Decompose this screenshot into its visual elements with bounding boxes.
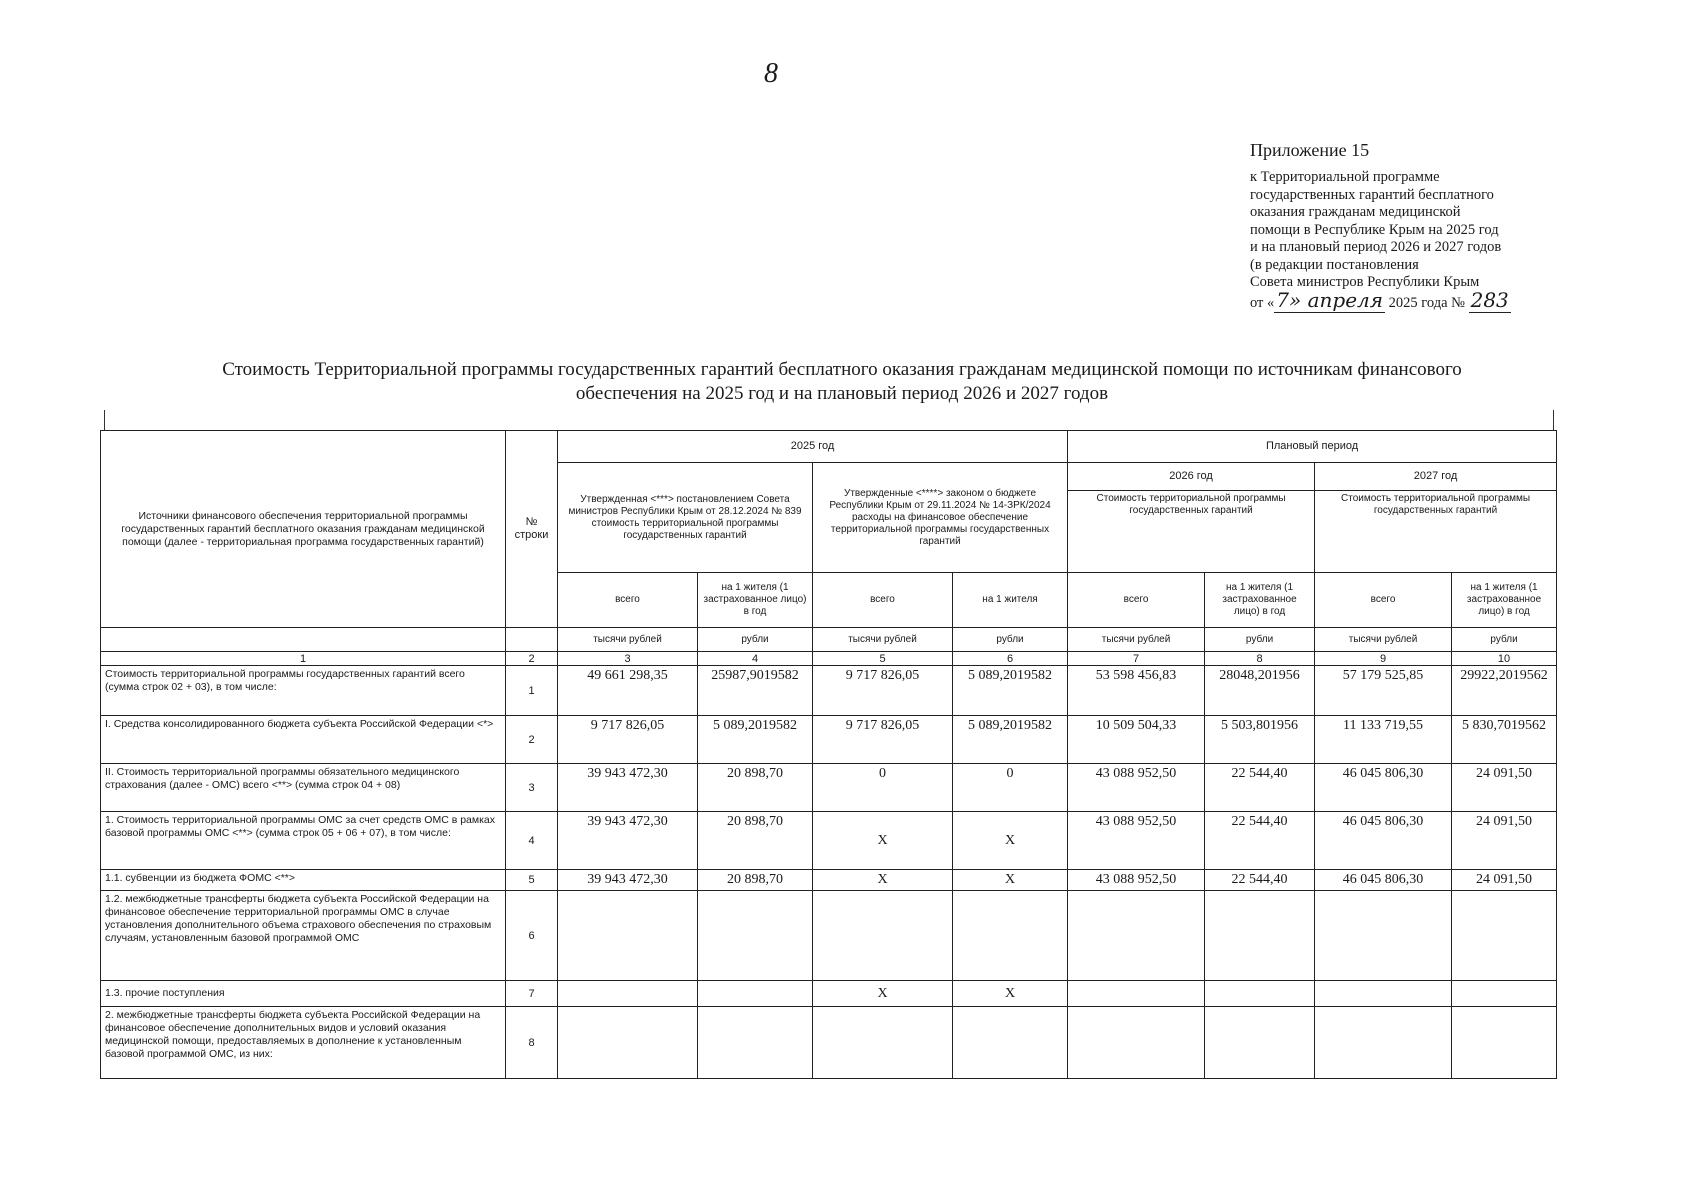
- value-cell: 5 089,2019582: [698, 716, 813, 764]
- value-cell: 24 091,50: [1452, 812, 1557, 870]
- column-number: 1: [101, 652, 506, 666]
- value-cell: [558, 1007, 698, 1079]
- column-number: 10: [1452, 652, 1557, 666]
- value-cell: 46 045 806,30: [1315, 870, 1452, 891]
- value-cell: 24 091,50: [1452, 870, 1557, 891]
- units-cell: рубли: [698, 628, 813, 652]
- table-row: [101, 891, 1557, 981]
- row-number: 2: [506, 716, 558, 764]
- value-cell: 53 598 456,83: [1068, 666, 1205, 716]
- header-row-number: № строки: [506, 431, 558, 628]
- appendix-line: оказания гражданам медицинской: [1250, 204, 1461, 220]
- value-cell: X: [813, 870, 953, 891]
- value-cell: 9 717 826,05: [813, 716, 953, 764]
- value-cell: 0: [953, 764, 1068, 812]
- value-cell: 46 045 806,30: [1315, 764, 1452, 812]
- value-cell: [1068, 891, 1205, 981]
- financing-table: [100, 430, 1557, 1079]
- row-label: II. Стоимость территориальной программы обязательного медицинского страхования (далее - ОМС) всего <**> (сумма строк 04 + 08): [101, 764, 506, 812]
- units-cell: тысячи рублей: [1315, 628, 1452, 652]
- appendix-line: и на плановый период 2026 и 2027 годов: [1250, 239, 1502, 255]
- header-total: всего: [558, 573, 698, 628]
- value-cell: 10 509 504,33: [1068, 716, 1205, 764]
- value-cell: [558, 891, 698, 981]
- value-cell: 43 088 952,50: [1068, 870, 1205, 891]
- header-year-2025: 2025 год: [558, 431, 1068, 463]
- column-number: 5: [813, 652, 953, 666]
- value-cell: [1205, 1007, 1315, 1079]
- row-label: 1.3. прочие поступления: [101, 981, 506, 1007]
- date-prefix: от «: [1250, 294, 1275, 311]
- value-cell: X: [953, 812, 1068, 870]
- value-cell: 43 088 952,50: [1068, 764, 1205, 812]
- value-cell: 5 503,801956: [1205, 716, 1315, 764]
- handwritten-number: 283: [1470, 287, 1509, 312]
- page-number-mark: 8: [764, 58, 778, 89]
- header-per-resident: на 1 жителя: [953, 573, 1068, 628]
- value-cell: 22 544,40: [1205, 812, 1315, 870]
- value-cell: 39 943 472,30: [558, 870, 698, 891]
- header-per-insured: на 1 жителя (1 застрахованное лицо) в год: [698, 573, 813, 628]
- appendix-title: Приложение 15: [1250, 140, 1370, 160]
- value-cell: 29922,2019562: [1452, 666, 1557, 716]
- row-label: I. Средства консолидированного бюджета субъекта Российской Федерации <*>: [101, 716, 506, 764]
- title-line-1: Стоимость Территориальной программы государственных гарантий бесплатного оказания гражданам медицинской помощи по источникам финансового: [222, 359, 1462, 380]
- value-cell: [813, 891, 953, 981]
- units-cell: тысячи рублей: [1068, 628, 1205, 652]
- value-cell: 20 898,70: [698, 764, 813, 812]
- header-year-2027: 2027 год: [1315, 463, 1557, 491]
- header-per-insured: на 1 жителя (1 застрахованное лицо) в год: [1452, 573, 1557, 628]
- column-number: 6: [953, 652, 1068, 666]
- value-cell: 9 717 826,05: [813, 666, 953, 716]
- value-cell: X: [953, 981, 1068, 1007]
- value-cell: 20 898,70: [698, 812, 813, 870]
- row-number: 8: [506, 1007, 558, 1079]
- header-per-insured: на 1 жителя (1 застрахованное лицо) в год: [1205, 573, 1315, 628]
- header-total: всего: [813, 573, 953, 628]
- value-cell: 25987,9019582: [698, 666, 813, 716]
- header-approved-cost: Утвержденная <***> постановлением Совета министров Республики Крым от 28.12.2024 № 839 стоимость территориальной программы государственных гарантий: [558, 463, 813, 573]
- table-row: [101, 1007, 1557, 1079]
- value-cell: 9 717 826,05: [558, 716, 698, 764]
- value-cell: 46 045 806,30: [1315, 812, 1452, 870]
- value-cell: [813, 1007, 953, 1079]
- table-row: [101, 716, 1557, 764]
- value-cell: 5 089,2019582: [953, 666, 1068, 716]
- value-cell: [698, 1007, 813, 1079]
- value-cell: 24 091,50: [1452, 764, 1557, 812]
- title-line-2: обеспечения на 2025 год и на плановый период 2026 и 2027 годов: [575, 383, 1109, 404]
- appendix-block: [1250, 140, 1650, 312]
- header-cost-2027: Стоимость территориальной программы государственных гарантий: [1315, 491, 1557, 573]
- handwritten-date: 7» апреля: [1276, 287, 1384, 312]
- units-cell: тысячи рублей: [813, 628, 953, 652]
- appendix-date-line: [1250, 287, 1650, 313]
- header-year-2026: 2026 год: [1068, 463, 1315, 491]
- header-planned-period: Плановый период: [1068, 431, 1557, 463]
- units-blank: [101, 628, 506, 652]
- value-cell: 20 898,70: [698, 870, 813, 891]
- row-number: 6: [506, 891, 558, 981]
- row-label: Стоимость территориальной программы государственных гарантий всего (сумма строк 02 + 03), в том числе:: [101, 666, 506, 716]
- row-number: 4: [506, 812, 558, 870]
- column-number: 7: [1068, 652, 1205, 666]
- value-cell: 49 661 298,35: [558, 666, 698, 716]
- value-cell: 43 088 952,50: [1068, 812, 1205, 870]
- value-cell: [1452, 1007, 1557, 1079]
- value-cell: [1452, 981, 1557, 1007]
- value-cell: 11 133 719,55: [1315, 716, 1452, 764]
- value-cell: [1068, 1007, 1205, 1079]
- value-cell: [1315, 1007, 1452, 1079]
- units-blank: [506, 628, 558, 652]
- value-cell: [1205, 891, 1315, 981]
- value-cell: [1068, 981, 1205, 1007]
- value-cell: X: [953, 870, 1068, 891]
- value-cell: 28048,201956: [1205, 666, 1315, 716]
- units-cell: рубли: [1205, 628, 1315, 652]
- value-cell: [1315, 981, 1452, 1007]
- value-cell: X: [813, 812, 953, 870]
- units-cell: тысячи рублей: [558, 628, 698, 652]
- column-number: 2: [506, 652, 558, 666]
- row-label: 1. Стоимость территориальной программы ОМС за счет средств ОМС в рамках базовой программы ОМС <**> (сумма строк 05 + 06 + 07), в том числе:: [101, 812, 506, 870]
- column-number: 8: [1205, 652, 1315, 666]
- value-cell: [953, 1007, 1068, 1079]
- row-label: 1.1. субвенции из бюджета ФОМС <**>: [101, 870, 506, 891]
- table-row: [101, 981, 1557, 1007]
- value-cell: 22 544,40: [1205, 764, 1315, 812]
- value-cell: [698, 981, 813, 1007]
- value-cell: 5 089,2019582: [953, 716, 1068, 764]
- value-cell: [698, 891, 813, 981]
- row-number: 1: [506, 666, 558, 716]
- appendix-line: к Территориальной программе: [1250, 169, 1440, 185]
- date-suffix: 2025 года №: [1385, 294, 1465, 311]
- value-cell: X: [813, 981, 953, 1007]
- table-row: [101, 870, 1557, 891]
- appendix-line: государственных гарантий бесплатного: [1250, 186, 1494, 203]
- value-cell: [1205, 981, 1315, 1007]
- header-source: Источники финансового обеспечения территориальной программы государственных гарантий бесплатного оказания гражданам медицинской помощи (далее - территориальная программа государственных гарантий): [101, 431, 506, 628]
- row-number: 3: [506, 764, 558, 812]
- units-cell: рубли: [1452, 628, 1557, 652]
- units-cell: рубли: [953, 628, 1068, 652]
- value-cell: 39 943 472,30: [558, 764, 698, 812]
- appendix-line: помощи в Республике Крым на 2025 год: [1250, 221, 1499, 238]
- column-number: 4: [698, 652, 813, 666]
- value-cell: 22 544,40: [1205, 870, 1315, 891]
- value-cell: [1315, 891, 1452, 981]
- appendix-line: Совета министров Республики Крым: [1250, 274, 1480, 290]
- column-number: 9: [1315, 652, 1452, 666]
- header-total: всего: [1315, 573, 1452, 628]
- value-cell: 5 830,7019562: [1452, 716, 1557, 764]
- row-label: 2. межбюджетные трансферты бюджета субъекта Российской Федерации на финансовое обеспечение дополнительных видов и условий оказания медицинской помощи, предоставляемых в дополнение к установленным базовой программой ОМС, из них:: [101, 1007, 506, 1079]
- table-row: [101, 764, 1557, 812]
- document-title: [100, 358, 1584, 406]
- column-number: 3: [558, 652, 698, 666]
- header-total: всего: [1068, 573, 1205, 628]
- value-cell: [558, 981, 698, 1007]
- value-cell: 0: [813, 764, 953, 812]
- header-approved-law: Утвержденные <****> законом о бюджете Республики Крым от 29.11.2024 № 14-ЗРК/2024 расходы на финансовое обеспечение территориальной программы государственных гарантий: [813, 463, 1068, 573]
- value-cell: 39 943 472,30: [558, 812, 698, 870]
- header-cost-2026: Стоимость территориальной программы государственных гарантий: [1068, 491, 1315, 573]
- row-label: 1.2. межбюджетные трансферты бюджета субъекта Российской Федерации на финансовое обеспечение территориальной программы ОМС в случае установления дополнительного объема страхового обеспечения по страховым случаям, установленным базовой программой ОМС: [101, 891, 506, 981]
- table-row: [101, 666, 1557, 716]
- table-top-frame: [104, 410, 1554, 430]
- appendix-line: (в редакции постановления: [1250, 256, 1419, 273]
- value-cell: [953, 891, 1068, 981]
- row-number: 5: [506, 870, 558, 891]
- value-cell: 57 179 525,85: [1315, 666, 1452, 716]
- value-cell: [1452, 891, 1557, 981]
- row-number: 7: [506, 981, 558, 1007]
- table-row: [101, 812, 1557, 870]
